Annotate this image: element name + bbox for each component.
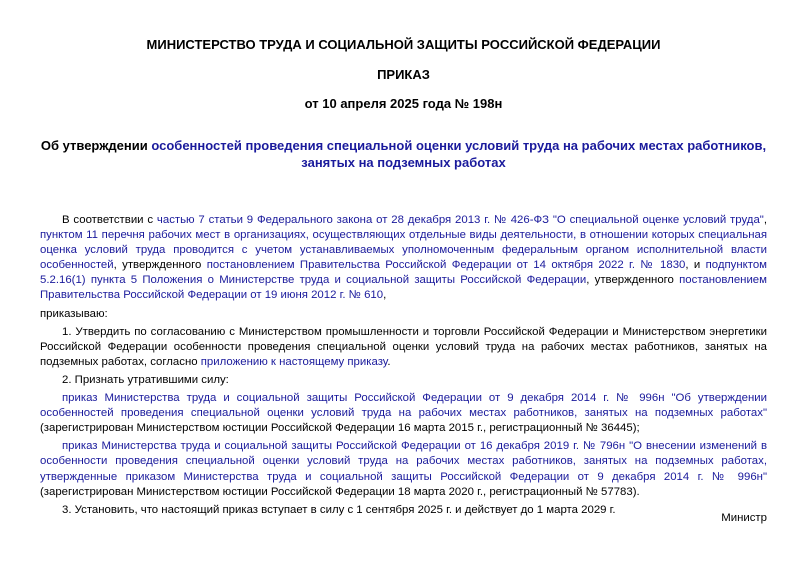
preamble-paragraph	[40, 213, 767, 304]
preamble-text: , утвержденного	[113, 259, 207, 272]
regulation-subpoint-link[interactable]: подпунктом 5.2.16(1) пункта 5 Положения о Министерстве труда и социальной защиты Российской Федерации	[40, 259, 768, 287]
title-prefix: Об утверждении	[40, 138, 152, 153]
signature-title: Министр	[721, 512, 767, 524]
document-body	[40, 213, 767, 521]
orders-word: приказываю:	[40, 307, 108, 320]
law-link[interactable]: частью 7 статьи 9 Федерального закона от 28 декабря 2013 г. № 426-ФЗ "О специальной оценке условий труда"	[156, 214, 764, 226]
item-3: 3. Установить, что настоящий приказ вступает в силу с 1 сентября 2025 г. и действует до 1 марта 2029 г.	[62, 503, 616, 516]
preamble-text: ,	[763, 214, 767, 226]
item-2a-rest: (зарегистрирован Министерством юстиции Российской Федерации 16 марта 2015 г., регистрационный № 36445);	[40, 422, 640, 435]
document-title	[40, 137, 767, 171]
ministry-heading: МИНИСТЕРСТВО ТРУДА И СОЦИАЛЬНОЙ ЗАЩИТЫ РОССИЙСКОЙ ФЕДЕРАЦИИ	[146, 37, 661, 52]
title-link[interactable]: особенностей проведения специальной оценки условий труда на рабочих местах работников, занятых на подземных работах	[151, 138, 767, 170]
resolution-610-link[interactable]: постановлением Правительства Российской Федерации от 19 июня 2012 г. № 610	[40, 274, 767, 302]
item-2b-rest: (зарегистрирован Министерством юстиции Российской Федерации 18 марта 2020 г., регистрационный № 57783).	[40, 485, 640, 498]
preamble-text: ,	[383, 289, 387, 302]
item-2: 2. Признать утратившими силу:	[62, 373, 229, 386]
item-2b	[40, 439, 767, 499]
item-1-end: .	[387, 355, 391, 368]
order-heading: ПРИКАЗ	[377, 67, 430, 82]
appendix-link[interactable]: приложению к настоящему приказу	[200, 355, 388, 368]
preamble-text: В соответствии с	[62, 214, 157, 226]
preamble-text: , и	[685, 259, 706, 272]
item-1-text: 1. Утвердить по согласованию с Министерством промышленности и торговли Российской Федерации и Министерством энергетики Российской Федерации особенности проведения специальной оценки условий труда на рабочих местах работников, занятых на подземных работах, согласно	[40, 325, 767, 368]
order-996n-link[interactable]: приказ Министерства труда и социальной защиты Российской Федерации от 9 декабря 2014 г. № 996н "Об утверждении особенностей проведения специальной оценки условий труда на рабочих местах работников, занятых на подземных работах"	[40, 392, 767, 420]
order-796n-link[interactable]: приказ Министерства труда и социальной защиты Российской Федерации от 16 декабря 2019 г. № 796н "О внесении изменений в особенности проведения специальной оценки условий труда на рабочих местах работников, занятых на подземных работах, утвержденные приказом Министерства труда и социальной защиты Российской Федерации от 9 декабря 2014 г. № 996н"	[40, 440, 767, 483]
order-date: от 10 апреля 2025 года № 198н	[304, 96, 503, 111]
item-2a	[40, 391, 767, 436]
preamble-text: , утвержденного	[586, 274, 680, 287]
list-item-link[interactable]: пунктом 11 перечня рабочих мест в организациях, осуществляющих отдельные виды деятельности, в отношении которых специальная оценка условий труда проводится с учетом устанавливаемых уполномоченным федеральным органом исполнительной власти особенностей	[40, 229, 767, 272]
item-1	[40, 325, 767, 370]
resolution-1830-link[interactable]: постановлением Правительства Российской Федерации от 14 октября 2022 г. № 1830	[206, 259, 686, 272]
